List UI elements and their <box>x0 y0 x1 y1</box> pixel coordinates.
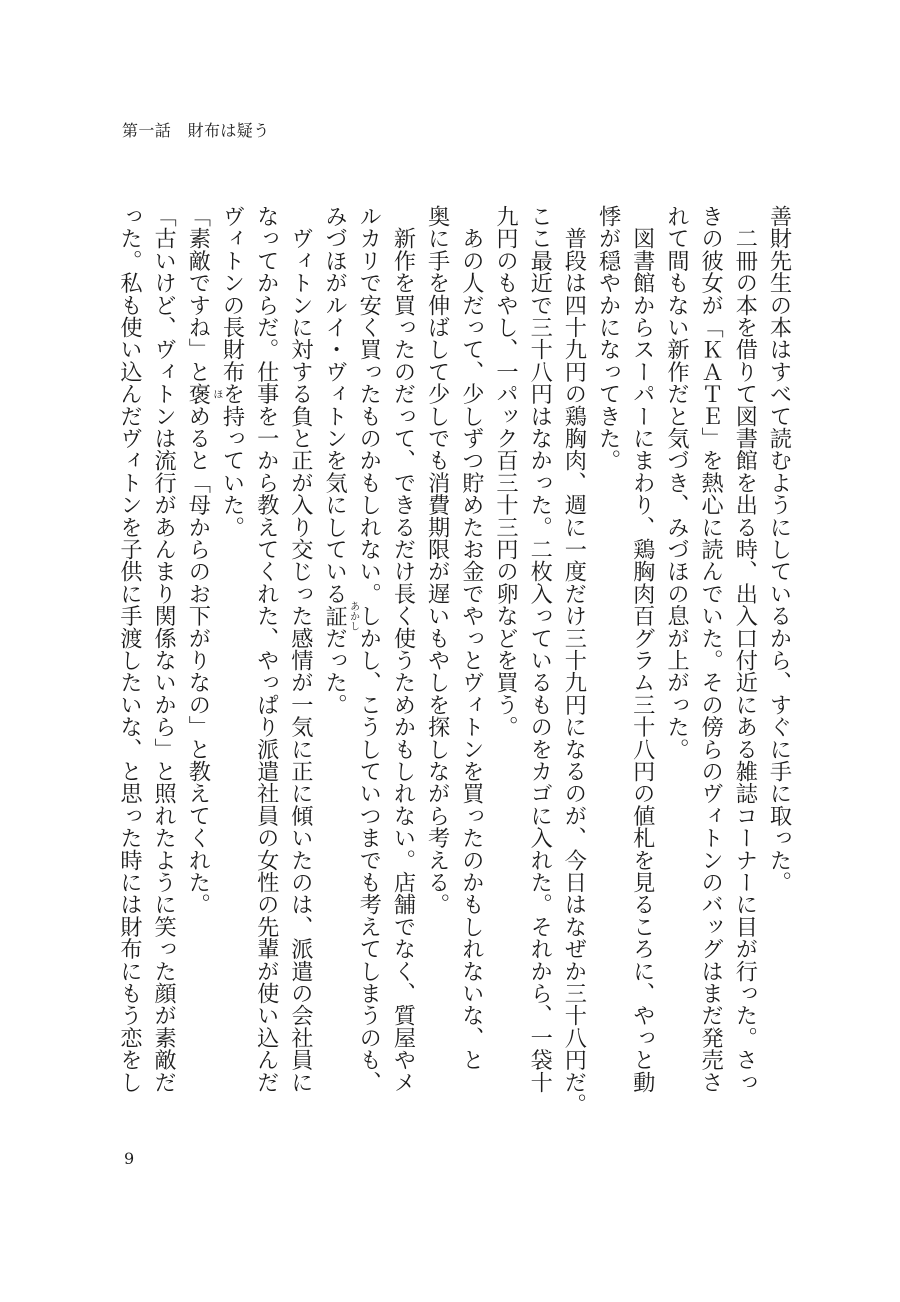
text-column: 悸が穏やかになってきた。 <box>595 205 622 472</box>
ruby-base-text: 褒 <box>184 382 211 405</box>
text-column: ヴィトンの長財布を持っていた。 <box>219 205 245 538</box>
ruby-annotation: あかし <box>347 600 359 631</box>
text-column <box>317 205 359 1145</box>
text-column: れて間もない新作だと気づき、みづほの息が上がった。 <box>663 205 690 760</box>
running-header: 第一話 財布は疑う <box>122 121 270 140</box>
text-column: 図書館からスーパーにまわり、鶏胸肉百グラム三十八円の値札を見るころに、やっと動 <box>629 205 656 1093</box>
ruby-base-text: 証 <box>321 604 348 627</box>
text-column <box>181 205 222 1145</box>
text-column: なってからだ。仕事を一から教えてくれた、やっぱり派遣社員の女性の先輩が使い込んだ <box>253 205 280 1093</box>
text-column: 九円のもやし、一パック百三十三円の卵などを買う。 <box>492 205 519 738</box>
text-column: ヴィトンに対する負と正が入り交じった感情が一気に正に傾いたのは、派遣の会社員に <box>287 205 314 1093</box>
text-column: 二冊の本を借りて図書館を出る時、出入口付近にある雑誌コーナーに目が行った。さっ <box>731 205 758 1093</box>
body-text <box>112 205 796 1145</box>
text-segment: だった。 <box>321 626 348 716</box>
text-column: 奥に手を伸ばして少しでも消費期限が遅いもやしを探しながら考える。 <box>424 205 451 916</box>
text-column: 「古いけど、ヴィトンは流行があんまり関係ないから」と照れたように笑った顔が素敵だ <box>150 205 177 1094</box>
text-segment: 「素敵ですね」と <box>184 205 211 383</box>
text-column: 普段は四十九円の鶏胸肉、週に一度だけ三十九円になるのが、今日はなぜか三十八円だ。 <box>560 205 587 1116</box>
text-column: あの人だって、少しずつ貯めたお金でやっとヴィトンを買ったのかもしれないな、と <box>458 205 485 1071</box>
text-column: きの彼女が「ＫＡＴＥ」を熱心に読んでいた。その傍らのヴィトンのバッグはまだ発売さ <box>697 205 724 1093</box>
text-column: った。私も使い込んだヴィトンを子供に手渡したいな、と思った時には財布にもう恋をし <box>116 205 143 1093</box>
text-segment: みづほがルイ・ヴィトンを気にしている <box>321 205 348 605</box>
page-number: 9 <box>124 1149 135 1168</box>
text-column: 新作を買ったのだって、できるだけ長く使うためかもしれない。店舗でなく、質屋やメ <box>389 205 416 1093</box>
text-column: 善財先生の本はすべて読むようにしているから、すぐに手に取った。 <box>766 205 792 894</box>
text-column: ここ最近で三十八円はなかった。二枚入っているものをカゴに入れた。それから、一袋十 <box>526 205 553 1093</box>
ruby-base <box>321 600 359 631</box>
text-column: ルカリで安く買ったものかもしれない。しかし、こうしていつまでも考えてしまうのも、 <box>355 205 382 1093</box>
ruby-base <box>184 382 222 405</box>
text-segment: めると「母からのお下がりなの」と教えてくれた。 <box>184 404 211 916</box>
ruby-annotation: ほ <box>210 388 222 399</box>
